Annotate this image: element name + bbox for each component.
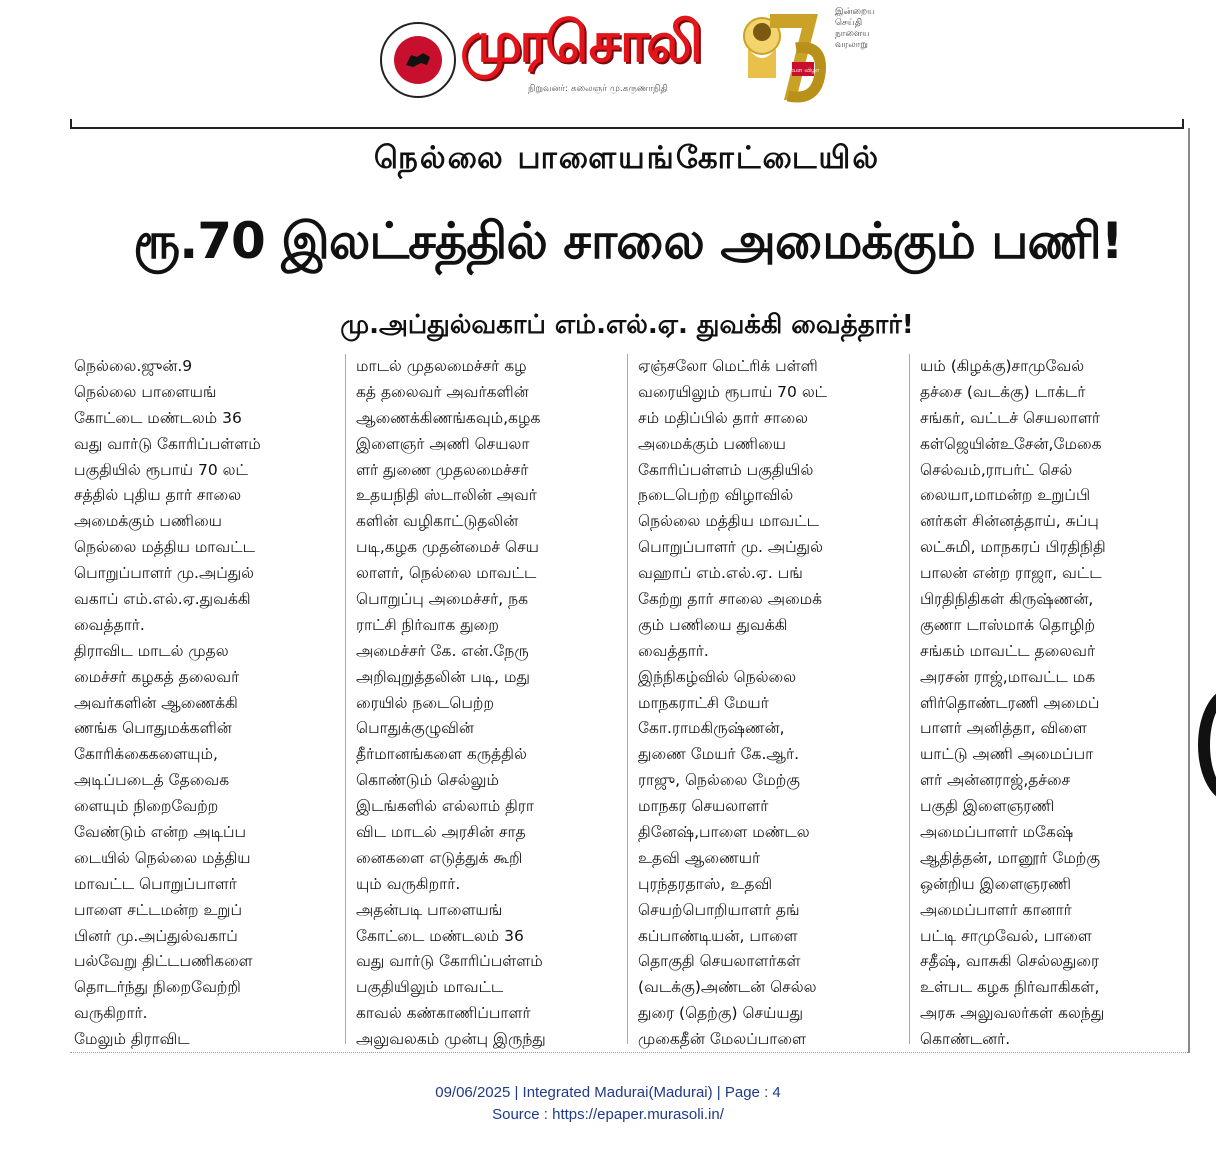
- article-column-3: [638, 354, 900, 1053]
- article-text-line: வைத்தார்.: [74, 615, 145, 634]
- article-text-line: களின் வழிகாட்டுதலின்: [356, 512, 519, 531]
- bull-icon: [403, 47, 433, 73]
- article-text-line: ணங்க பொதுமக்களின்: [74, 719, 232, 738]
- article-text-line: லாளர், நெல்லை மாவட்ட: [356, 564, 537, 583]
- article-text-line: மைச்சர் கழகத் தலைவர்: [74, 667, 240, 686]
- article-text-line: நெல்லை.ஜுன்.9: [74, 357, 193, 375]
- article-text-line: ளர் துணை முதலமைச்சர்: [356, 460, 529, 479]
- article-text-line: மாவட்ட பொறுப்பாளர்: [74, 874, 237, 893]
- article-text-line: வருகிறார்.: [74, 1004, 148, 1023]
- column-divider: [627, 354, 628, 1044]
- article-text-line: இளைஞர் அணி செயலா: [356, 434, 530, 453]
- article-text-line: அரசன் ராஜ்,மாவட்ட மக: [920, 667, 1096, 686]
- article-text-line: துரை (தெற்கு) செய்யது: [638, 1004, 804, 1023]
- article-text-line: தொடர்ந்து நிறைவேற்றி: [74, 978, 241, 997]
- article-text-line: சங்கம் மாவட்ட தலைவர்: [920, 641, 1096, 660]
- article-text-line: அவர்களின் ஆணைக்கி: [74, 693, 238, 712]
- article-text-line: பகுதியிலும் மாவட்ட: [356, 978, 504, 997]
- article-text-line: தச்சை (வடக்கு) டாக்டர்: [920, 382, 1086, 401]
- article-text-line: ஒன்றிய இளைஞரணி: [920, 874, 1072, 893]
- article-text-line: திராவிட மாடல் முதல: [74, 641, 229, 660]
- article-text-line: பொதுக்குழுவின்: [356, 719, 474, 738]
- party-emblem-logo: [380, 22, 456, 98]
- article-text-line: பொறுப்பு அமைச்சர், நக: [356, 590, 528, 609]
- article-text-line: னர்கள் சின்னத்தாய், சுப்பு: [920, 512, 1099, 531]
- article-deck: மு.அப்துல்வகாப் எம்.எல்.ஏ. துவக்கி வைத்தார்!: [340, 310, 914, 340]
- article-text-line: புரந்தரதாஸ், உதவி: [638, 874, 773, 893]
- article-text-line: வரையிலும் ரூபாய் 70 லட்: [638, 382, 828, 401]
- article-text-line: பகுதியில் ரூபாய் 70 லட்: [74, 460, 248, 479]
- article-text-line: கொண்டனர்.: [920, 1030, 1011, 1049]
- article-text-line: சம் மதிப்பில் தார் சாலை: [638, 408, 809, 427]
- article-text-line: நடைபெற்ற விழாவில்: [638, 486, 794, 505]
- article-text-line: ளர் அன்னராஜ்,தச்சை: [920, 771, 1071, 790]
- article-text-line: சதீஷ், வாசுகி செல்லதுரை: [920, 952, 1100, 971]
- article-text-line: வகாப் எம்.எல்.ஏ.துவக்கி: [74, 590, 251, 609]
- article-text-line: கோரிப்பள்ளம் பகுதியில்: [638, 460, 814, 479]
- article-text-line: லையா,மாமன்ற உறுப்பி: [920, 486, 1091, 505]
- article-text-line: பொறுப்பாளர் மு.அப்துல்: [74, 564, 255, 583]
- article-text-line: கோரிக்கைகளையும்,: [74, 745, 218, 764]
- footer-source-link[interactable]: Source : https://epaper.murasoli.in/: [492, 1106, 724, 1123]
- article-text-line: சங்கர், வட்டச் செயலாளர்: [920, 408, 1101, 427]
- emblem-center: [394, 36, 442, 84]
- article-text-line: அரசு அலுவலர்கள் கலந்து: [920, 1004, 1105, 1023]
- article-text-line: ராஜு, நெல்லை மேற்கு: [638, 771, 800, 790]
- article-headline: ரூ.70 இலட்சத்தில் சாலை அமைக்கும் பணி!: [133, 212, 1123, 270]
- article-text-line: பட்டி சாமுவேல், பாளை: [920, 926, 1092, 945]
- article-column-2: [356, 354, 618, 1053]
- article-column-1: [74, 354, 336, 1053]
- article-text-line: ளையும் நிறைவேற்ற: [74, 797, 219, 816]
- badge-caption: பவள விழா: [786, 67, 820, 74]
- article-kicker: நெல்லை பாளையங்கோட்டையில்: [373, 140, 881, 176]
- article-text-line: ஆணைக்கிணங்கவும்,கழக: [356, 408, 541, 427]
- article-text-line: கள்ஜெயின்உசேன்,மேகை: [920, 434, 1102, 453]
- article-text-line: பல்வேறு திட்டபணிகளை: [74, 952, 253, 971]
- article-text-line: செயற்பொறியாளர் தங்: [638, 900, 800, 919]
- article-text-line: முகைதீன் மேலப்பாளை: [638, 1030, 807, 1049]
- article-text-line: துணை மேயர் கே.ஆர்.: [638, 745, 800, 764]
- footer-edition-info: 09/06/2025 | Integrated Madurai(Madurai) | Page : 4: [435, 1084, 781, 1101]
- article-text-line: (வடக்கு)அண்டன் செல்ல: [638, 978, 817, 997]
- article-text-line: படி,கழக முதன்மைச் செய: [356, 538, 539, 557]
- article-text-line: உள்பட கழக நிர்வாகிகள்,: [920, 978, 1100, 997]
- column-divider: [909, 354, 910, 1044]
- article-text-line: பாளர் அனித்தா, விளை: [920, 719, 1087, 738]
- article-text-line: வஹாப் எம்.எல்.ஏ. பங்: [638, 564, 803, 583]
- article-text-line: யாட்டு அணி அமைப்பா: [920, 745, 1094, 764]
- article-text-line: ஆதித்தன், மானூர் மேற்கு: [920, 848, 1101, 867]
- article-text-line: பாளை சட்டமன்ற உறுப்: [74, 900, 243, 919]
- article-text-line: அமைக்கும் பணியை: [74, 512, 222, 531]
- article-text-line: ரையில் நடைபெற்ற: [356, 693, 495, 712]
- article-text-line: அறிவுறுத்தலின் படி, மது: [356, 667, 530, 686]
- article-text-line: பிரதிநிதிகள் கிருஷ்ணன்,: [920, 590, 1094, 609]
- article-text-line: மாநகராட்சி மேயர்: [638, 693, 769, 712]
- article-text-line: கப்பாண்டியன், பாளை: [638, 926, 798, 945]
- article-text-line: யும் வருகிறார்.: [356, 874, 461, 893]
- article-text-line: னைகளை எடுத்துக் கூறி: [356, 848, 523, 867]
- article-text-line: பகுதி இளைஞரணி: [920, 797, 1055, 816]
- article-text-line: மாநகர செயலாளர்: [638, 797, 769, 816]
- article-text-line: செல்வம்,ராபர்ட் செல்: [920, 460, 1073, 479]
- article-text-line: தீர்மானங்களை கருத்தில்: [356, 745, 527, 764]
- article-text-line: அதன்படி பாளையங்: [356, 900, 503, 919]
- article-text-line: அமைச்சர் கே. என்.நேரு: [356, 641, 529, 660]
- article-text-line: பினர் மு.அப்துல்வகாப்: [74, 926, 238, 945]
- article-text-line: ளிர்தொண்டரணி அமைப்: [920, 693, 1100, 712]
- article-text-line: தினேஷ்,பாளை மண்டல: [638, 823, 810, 842]
- article-text-line: உதயநிதி ஸ்டாலின் அவர்: [356, 486, 537, 505]
- article-text-line: கொண்டும் செல்லும்: [356, 771, 499, 790]
- article-text-line: அமைக்கும் பணியை: [638, 434, 786, 453]
- article-text-line: லட்சுமி, மாநகரப் பிரதிநிதி: [920, 538, 1106, 557]
- article-text-line: ராட்சி நிர்வாக துறை: [356, 615, 499, 634]
- article-text-line: அலுவலகம் முன்பு இருந்து: [356, 1030, 546, 1049]
- bottom-rule: [70, 1052, 1190, 1054]
- article-text-line: உதவி ஆணையர்: [638, 848, 761, 867]
- article-text-line: பொறுப்பாளர் மு. அப்துல்: [638, 538, 823, 557]
- article-text-line: கோ.ராமகிருஷ்ணன்,: [638, 719, 785, 738]
- article-text-line: கோட்டை மண்டலம் 36: [74, 408, 242, 427]
- article-text-line: பாலன் என்ற ராஜா, வட்ட: [920, 564, 1102, 583]
- article-text-line: அமைப்பாளர் கானார்: [920, 900, 1072, 919]
- rule-tick-right: [1182, 119, 1184, 129]
- top-rule: [70, 127, 1184, 129]
- article-text-line: தொகுதி செயலாளர்கள்: [638, 952, 801, 971]
- article-text-line: காவல் கண்காணிப்பாளர்: [356, 1004, 531, 1023]
- article-text-line: யம் (கிழக்கு)சாமுவேல்: [920, 357, 1085, 375]
- article-text-line: இந்நிகழ்வில் நெல்லை: [638, 667, 797, 686]
- anniversary-badge: [740, 8, 826, 106]
- masthead-tagline: இன்றைய செய்தி நாளைய வரலாறு: [835, 7, 875, 50]
- article-text-line: வைத்தார்.: [638, 641, 709, 660]
- article-text-line: சத்தில் புதிய தார் சாலை: [74, 486, 242, 505]
- article-text-line: கத் தலைவர் அவர்களின்: [356, 382, 529, 401]
- article-text-line: இடங்களில் எல்லாம் திரா: [356, 797, 534, 816]
- article-text-line: கோட்டை மண்டலம் 36: [356, 926, 524, 945]
- masthead: [380, 6, 875, 106]
- newspaper-logo: முரசொலி: [460, 10, 700, 75]
- article-text-line: அடிப்படைத் தேவைக: [74, 771, 230, 790]
- article-text-line: நெல்லை மத்திய மாவட்ட: [74, 538, 255, 557]
- column-divider: [345, 354, 346, 1044]
- article-text-line: கேற்று தார் சாலை அமைக்: [638, 590, 822, 609]
- article-text-line: மேலும் திராவிட: [74, 1030, 190, 1049]
- article-text-line: வது வார்டு கோரிப்பள்ளம்: [356, 952, 543, 971]
- article-text-line: அமைப்பாளர் மகேஷ்: [920, 823, 1074, 842]
- article-column-4: [920, 354, 1182, 1053]
- article-text-line: நெல்லை பாளையங்: [74, 382, 217, 401]
- founder-line: நிறுவனர்: கலைஞர் மு.கருணாநிதி: [528, 84, 668, 94]
- article-text-line: ஏஞ்சலோ மெட்ரிக் பள்ளி: [638, 357, 818, 375]
- article-text-line: விட மாடல் அரசின் சாத: [356, 823, 526, 842]
- article-text-line: கும் பணியை துவக்கி: [638, 615, 788, 634]
- article-text-line: டையில் நெல்லை மத்திய: [74, 848, 251, 867]
- article-text-line: வது வார்டு கோரிப்பள்ளம்: [74, 434, 261, 453]
- article-text-line: வேண்டும் என்ற அடிப்ப: [74, 823, 247, 842]
- adjacent-article-strip: [1190, 128, 1216, 1053]
- adjacent-headline-fragment: [1198, 688, 1216, 802]
- article-text-line: குணா டாஸ்மாக் தொழிற்: [920, 615, 1095, 634]
- article-text-line: நெல்லை மத்திய மாவட்ட: [638, 512, 819, 531]
- rule-tick-left: [70, 119, 72, 129]
- article-text-line: மாடல் முதலமைச்சர் கழ: [356, 357, 527, 375]
